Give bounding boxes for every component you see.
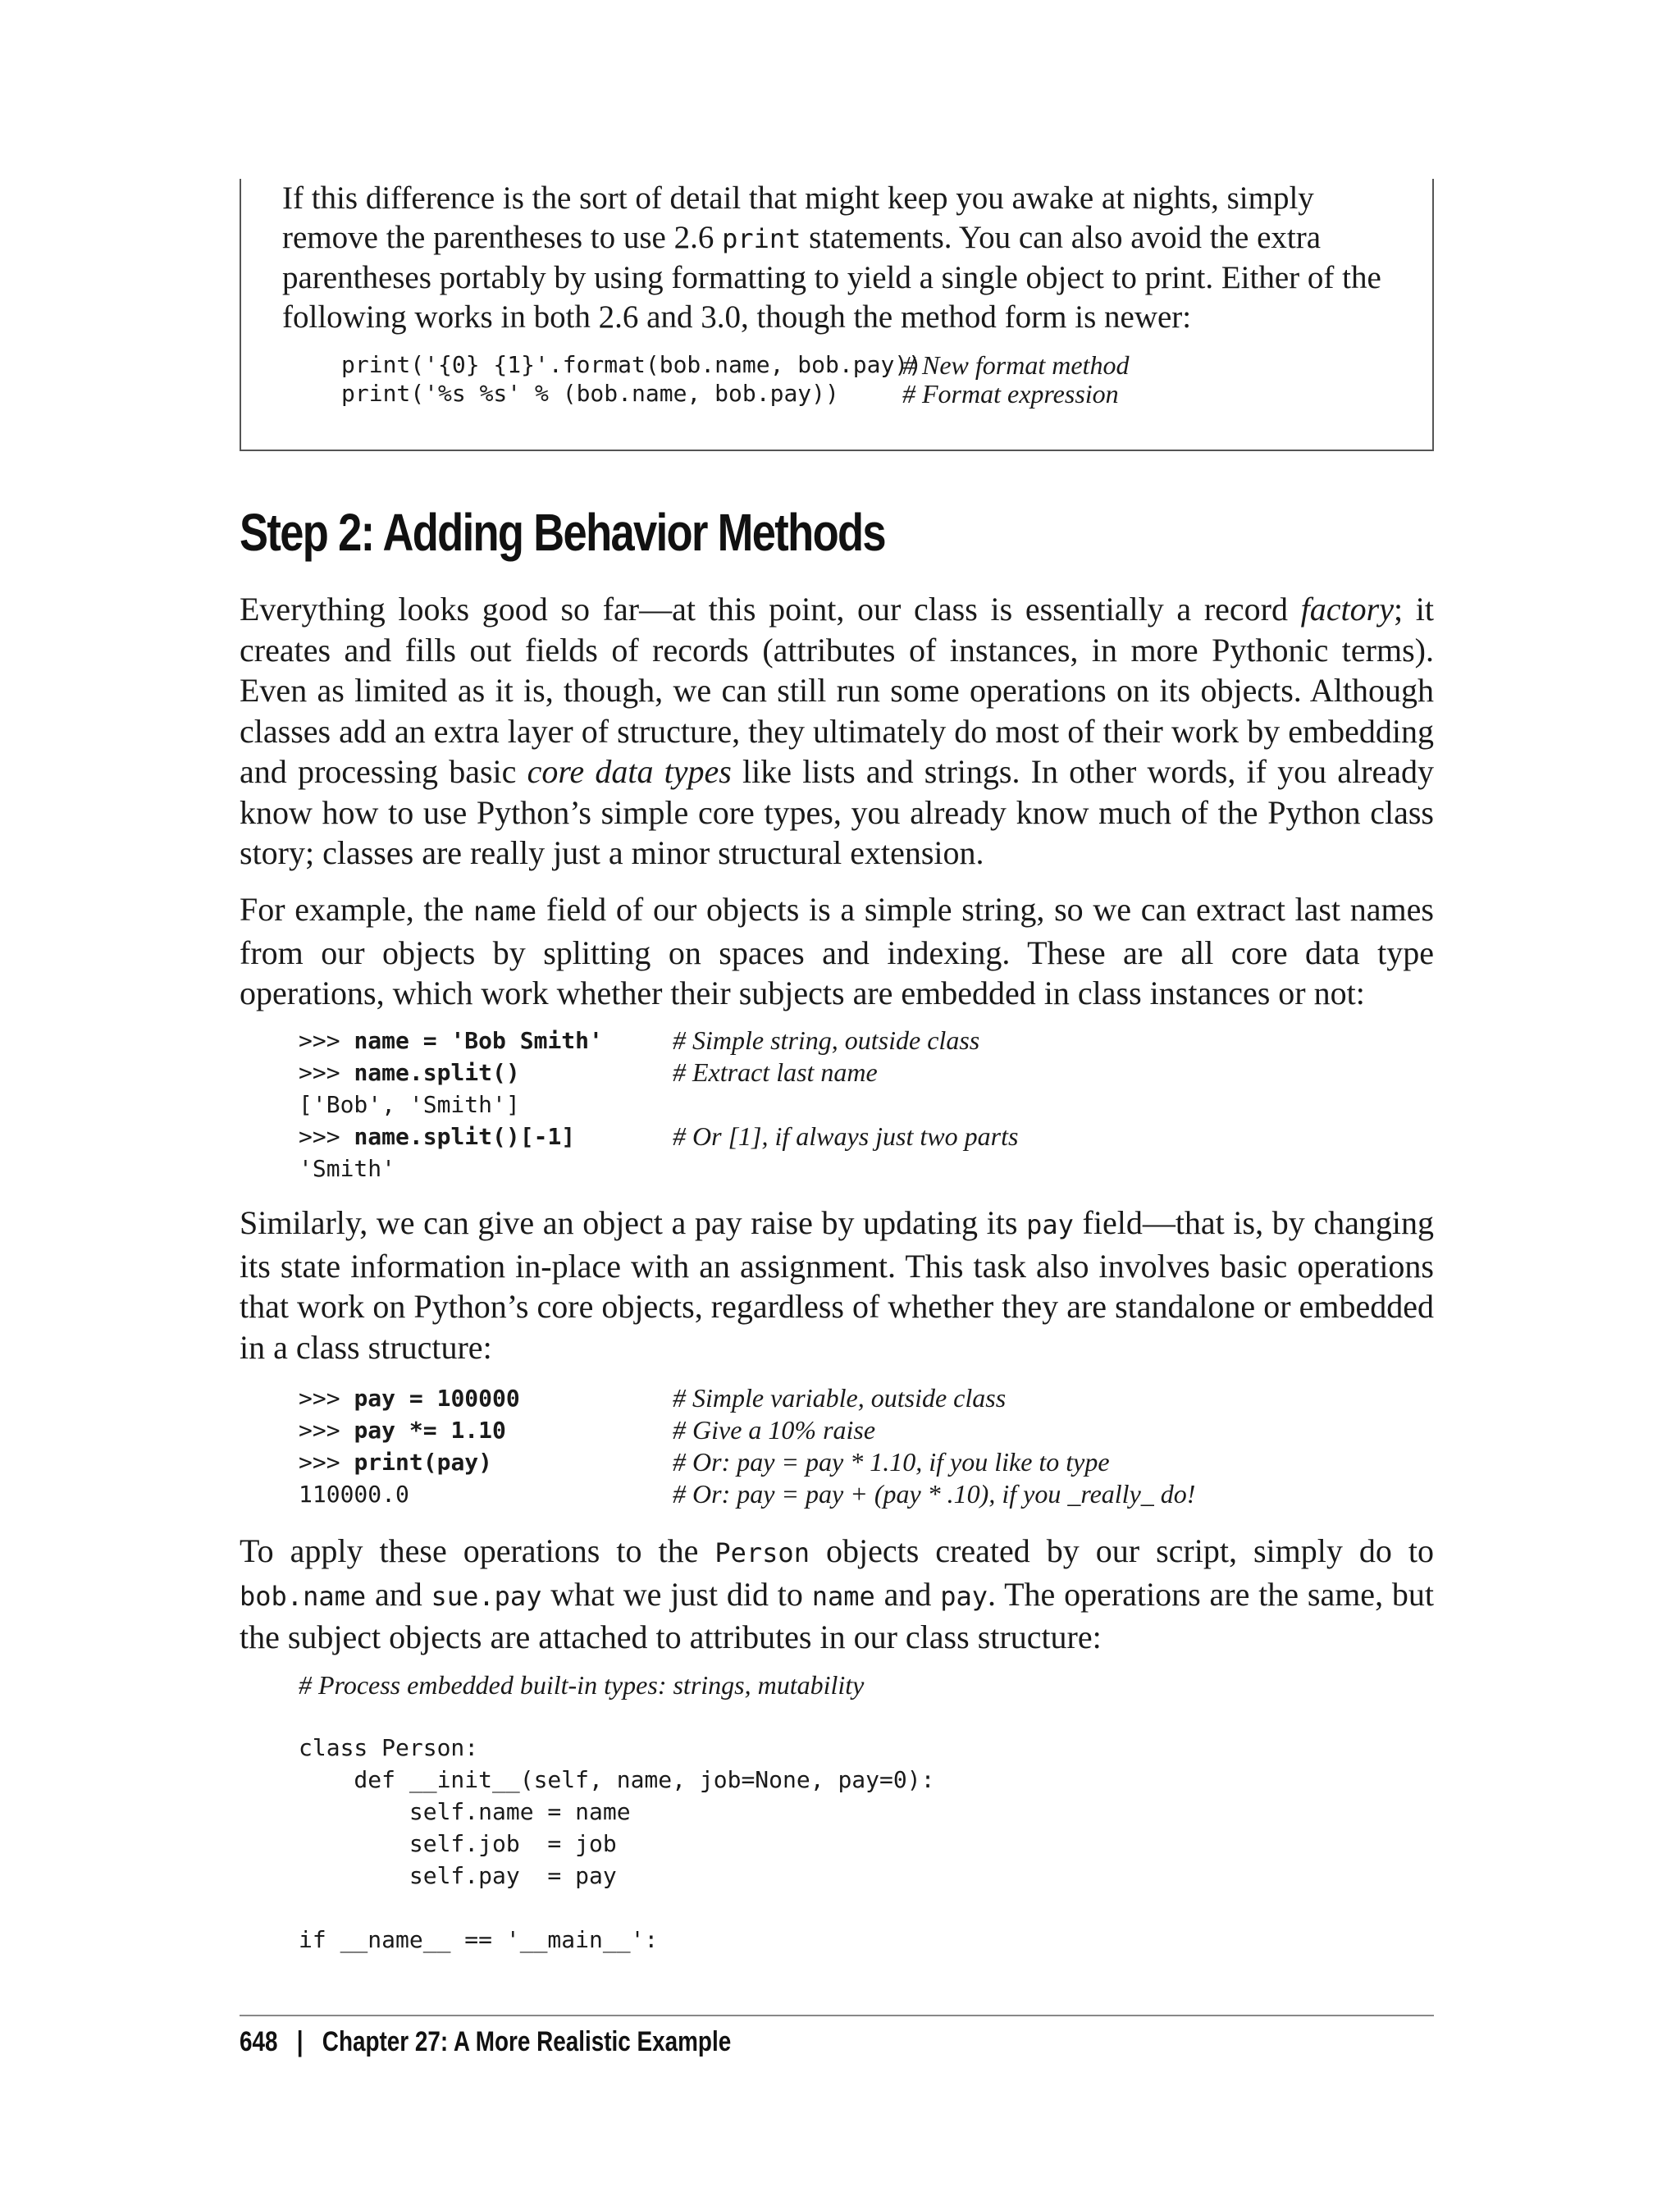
code-text: self.name = name <box>299 1798 631 1825</box>
code-line <box>299 1385 1365 1417</box>
code-text: self.job = job <box>299 1830 617 1857</box>
code-text: class Person: <box>299 1734 479 1761</box>
code-comment: # Give a 10% raise <box>673 1415 876 1445</box>
code-comment: # Or [1], if always just two parts <box>673 1121 1019 1151</box>
emphasis: factory <box>1300 591 1394 628</box>
inline-code: name <box>811 1580 875 1612</box>
text-run: ; it creates and fills out fields of records (attributes of instances, in more Pythonic terms). Even as limited as it is, though, we can still run some operations on its objects. Although classes add an extra layer of structure, they ultimately do most of their work by embedding and processing basic <box>240 591 1435 790</box>
code-line <box>299 1702 1365 1734</box>
code-text: self.pay = pay <box>299 1862 617 1889</box>
code-line <box>299 1091 1365 1123</box>
code-input: print(pay) <box>354 1449 493 1476</box>
code-comment: # Process embedded built-in types: strings, mutability <box>299 1670 865 1700</box>
code-line <box>299 1862 1365 1894</box>
text-run: like lists and strings. In other words, if you already know how to use Python’s simple core types, you already know much of the Python class story; classes are really just a minor structural extension. <box>240 753 1435 871</box>
code-line <box>299 1766 1365 1798</box>
code-prompt: >>> <box>299 1417 354 1444</box>
code-line <box>299 1155 1365 1187</box>
text-run: and <box>366 1575 431 1613</box>
inline-code: name <box>473 896 537 927</box>
code-comment: # Or: pay = pay + (pay * .10), if you _really_ do! <box>673 1479 1196 1509</box>
code-comment: # Simple string, outside class <box>673 1025 980 1055</box>
code-line <box>341 380 1408 409</box>
inline-code: sue.pay <box>431 1580 542 1612</box>
code-output: ['Bob', 'Smith'] <box>299 1091 520 1118</box>
code-text: def __init__(self, name, job=None, pay=0): <box>299 1766 935 1793</box>
code-line <box>299 1123 1365 1155</box>
code-comment: # Format expression <box>902 379 1119 409</box>
code-output: 110000.0 <box>299 1481 409 1508</box>
text-run: To apply these operations to the <box>240 1532 715 1569</box>
text-run: field—that is, by changing its state information in-place with an assignment. This task also involves basic operations that work on Python’s core objects, regardless of whether they are standalone or embedded in a class structure: <box>240 1204 1434 1366</box>
chapter-title: Chapter 27: A More Realistic Example <box>322 2026 732 2057</box>
text-run: objects created by our script, simply do to <box>809 1532 1434 1569</box>
code-input: name.split() <box>354 1059 520 1086</box>
text-run: field of our objects is a simple string, so we can extract last names from our objects by splitting on spaces and indexing. These are all core data type operations, which work whether their subjects are embedded in class instances or not: <box>240 891 1434 1011</box>
code-block-1 <box>299 1027 1365 1187</box>
inline-code: Person <box>714 1537 810 1568</box>
text-run: and <box>874 1575 941 1613</box>
code-text: if __name__ == '__main__': <box>299 1926 659 1953</box>
code-input: name = 'Bob Smith' <box>354 1027 603 1054</box>
code-line <box>299 1830 1365 1862</box>
code-comment: # Extract last name <box>673 1057 878 1087</box>
inline-code: pay <box>1026 1209 1074 1240</box>
text-run: For example, the <box>240 891 474 928</box>
sidebar-paragraph <box>282 179 1398 337</box>
emphasis: core data types <box>527 753 732 790</box>
sidebar-code-block <box>341 351 1408 409</box>
code-prompt: >>> <box>299 1027 354 1054</box>
code-line <box>299 1027 1365 1059</box>
code-input: pay *= 1.10 <box>354 1417 506 1444</box>
paragraph-4 <box>240 1531 1434 1658</box>
code-line <box>299 1481 1365 1513</box>
inline-code: pay <box>940 1580 988 1612</box>
paragraph-1 <box>240 589 1434 874</box>
code-prompt: >>> <box>299 1059 354 1086</box>
paragraph-3 <box>240 1203 1434 1367</box>
code-output: 'Smith' <box>299 1155 396 1182</box>
code-block-2 <box>299 1385 1365 1513</box>
code-line <box>299 1894 1365 1926</box>
code-comment: # New format method <box>902 350 1130 380</box>
text-run: Everything looks good so far—at this point, our class is essentially a record <box>240 591 1301 628</box>
code-prompt: >>> <box>299 1449 354 1476</box>
inline-code: print <box>722 223 801 254</box>
code-line <box>299 1798 1365 1830</box>
code-line <box>299 1059 1365 1091</box>
code-prompt: >>> <box>299 1123 354 1150</box>
text-run: what we just did to <box>541 1575 812 1613</box>
code-line <box>299 1926 1365 1958</box>
code-input: name.split()[-1] <box>354 1123 576 1150</box>
code-line <box>341 351 1408 380</box>
text-run: . The operations are the same, but the subject objects are attached to attributes in our class structure: <box>240 1575 1434 1655</box>
code-prompt: >>> <box>299 1385 354 1412</box>
code-block-3 <box>299 1670 1365 1958</box>
code-comment: # Or: pay = pay * 1.10, if you like to type <box>673 1447 1110 1477</box>
text-run: If this difference is the sort of detail that might keep you awake at nights, simply remove the parentheses to use 2.6 <box>282 180 1314 255</box>
paragraph-2 <box>240 889 1434 1014</box>
code-line <box>299 1417 1365 1449</box>
text-run: Similarly, we can give an object a pay raise by updating its <box>240 1204 1027 1241</box>
footer-divider <box>240 2015 1434 2016</box>
code-text: print('{0} {1}'.format(bob.name, bob.pay)) <box>341 351 923 378</box>
code-line <box>299 1670 1365 1702</box>
sidebar-box <box>240 179 1434 451</box>
code-line <box>299 1449 1365 1481</box>
page-number: 648 <box>240 2026 278 2057</box>
code-line <box>299 1734 1365 1766</box>
inline-code: bob.name <box>240 1580 367 1612</box>
page-footer <box>240 2026 731 2058</box>
text-run: statements. You can also avoid the extra parentheses portably by using formatting to yield a single object to print. Either of the following works in both 2.6 and 3.0, though the method form is newer: <box>282 220 1381 335</box>
code-comment: # Simple variable, outside class <box>673 1383 1007 1413</box>
section-heading: Step 2: Adding Behavior Methods <box>240 503 885 562</box>
code-text: print('%s %s' % (bob.name, bob.pay)) <box>341 380 839 407</box>
footer-separator: | <box>296 2026 304 2057</box>
code-input: pay = 100000 <box>354 1385 520 1412</box>
